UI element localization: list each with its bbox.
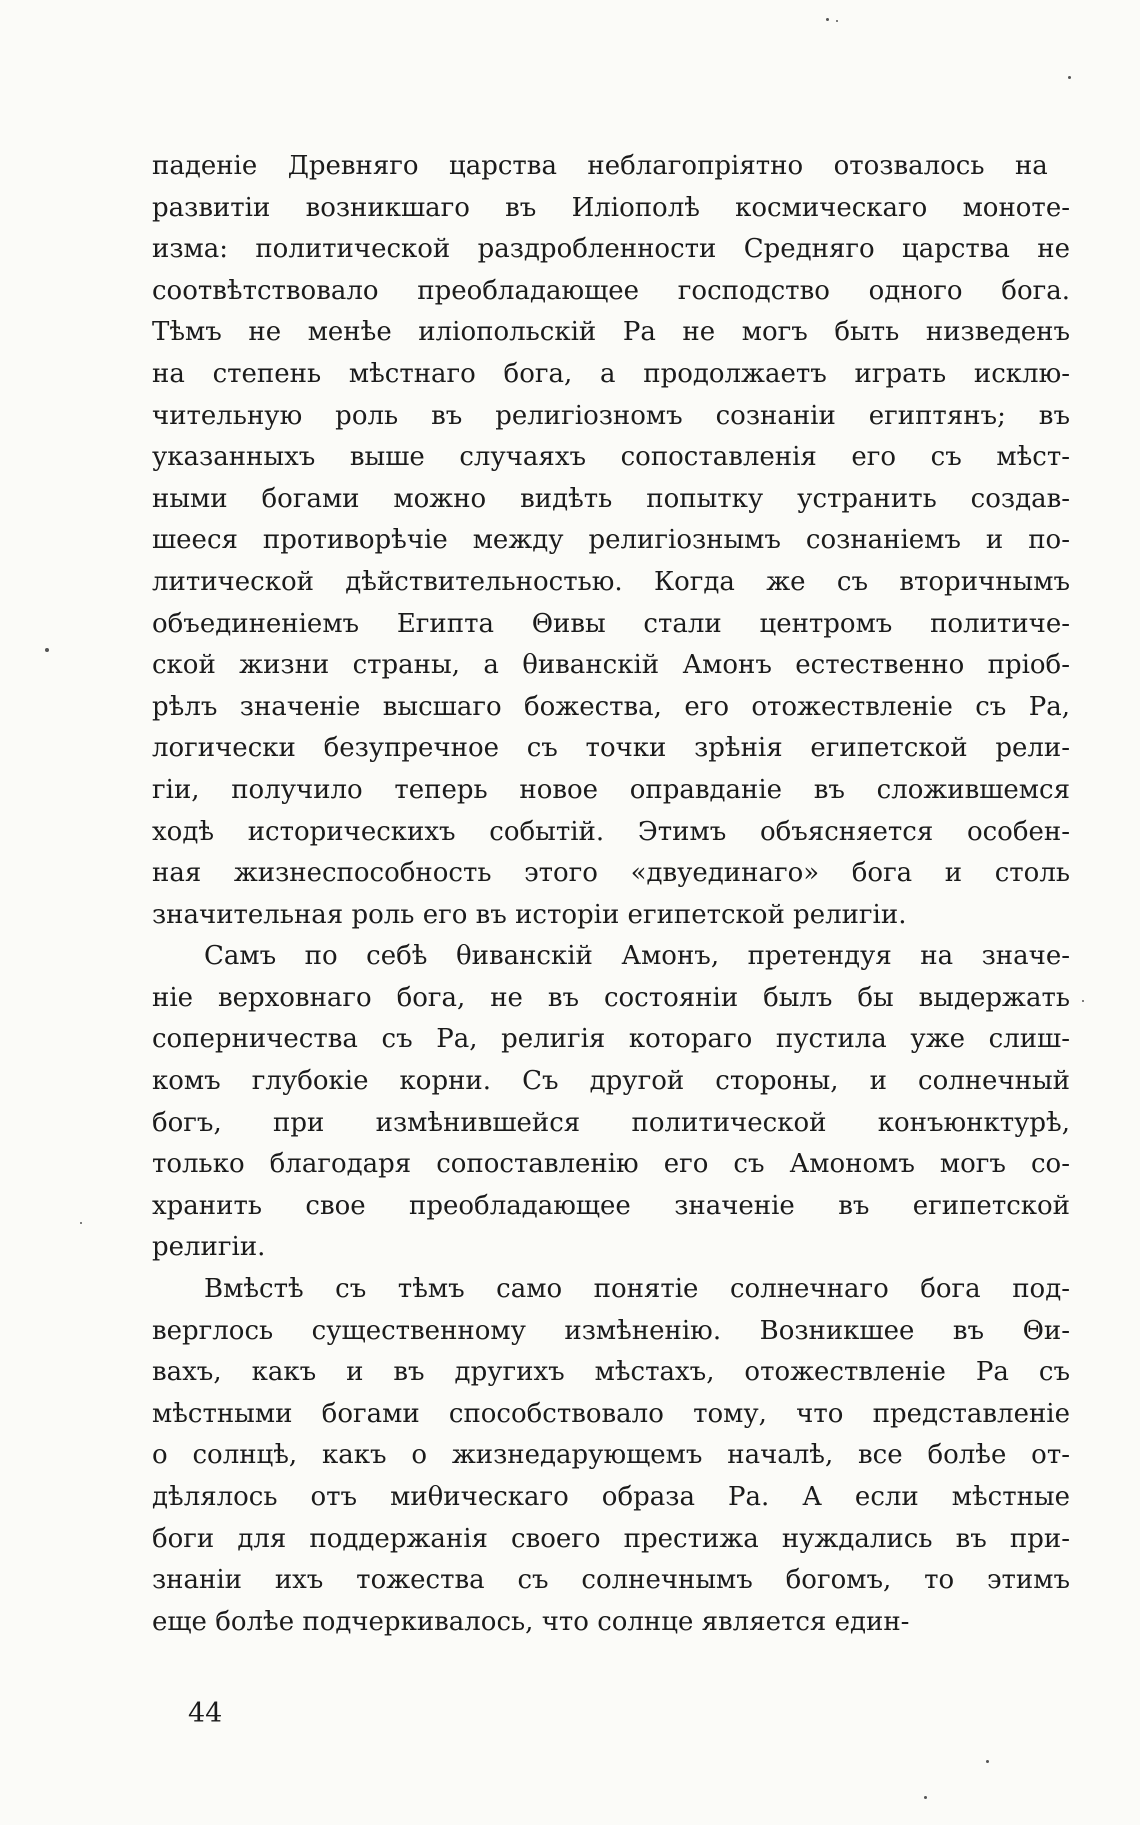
text-line: ными богами можно видѣть попытку устранить создав-	[152, 483, 1070, 514]
paragraph	[152, 1269, 1070, 1643]
text-line: религіи.	[152, 1232, 266, 1263]
text-line: ской жизни страны, а θиванскій Амонъ естественно пріоб-	[152, 650, 1070, 681]
text-line: вахъ, какъ и въ другихъ мѣстахъ, отожествленіе Ра съ	[152, 1357, 1070, 1388]
text-line: соперничества съ Ра, религія котораго пустила уже слиш-	[152, 1024, 1070, 1055]
text-line: ная жизнеспособность этого «двуединаго» бога и столь	[152, 858, 1070, 889]
text-line: хранить свое преобладающее значеніе въ египетской	[152, 1190, 1070, 1221]
body-text	[152, 146, 1070, 1643]
scan-speck	[986, 1760, 989, 1763]
text-line: Вмѣстѣ съ тѣмъ само понятіе солнечнаго бога под-	[204, 1274, 1070, 1305]
text-line: знаніи ихъ тожества съ солнечнымъ богомъ, то этимъ	[152, 1565, 1070, 1596]
text-line: изма: политической раздробленности Средняго царства не	[152, 234, 1070, 265]
text-line: шееся противорѣчіе между религіознымъ сознаніемъ и по-	[152, 525, 1070, 556]
text-line: богъ, при измѣнившейся политической конъюнктурѣ,	[152, 1107, 1070, 1138]
text-line: ходѣ историческихъ событій. Этимъ объясняется особен-	[152, 816, 1070, 847]
text-line: боги для поддержанія своего престижа нуждались въ при-	[152, 1523, 1070, 1554]
text-line: чительную роль въ религіозномъ сознаніи египтянъ; въ	[152, 400, 1070, 431]
text-line: рѣлъ значеніе высшаго божества, его отожествленіе съ Ра,	[152, 691, 1070, 722]
text-line: Тѣмъ не менѣе иліопольскій Ра не могъ быть низведенъ	[152, 317, 1070, 348]
text-line: логически безупречное съ точки зрѣнія египетской рели-	[152, 733, 1070, 764]
scan-speck	[826, 18, 829, 21]
text-line: верглось существенному измѣненію. Возникшее въ Θи-	[152, 1315, 1070, 1346]
text-line: комъ глубокіе корни. Съ другой стороны, и солнечный	[152, 1066, 1070, 1097]
text-line: указанныхъ выше случаяхъ сопоставленія его съ мѣст-	[152, 442, 1070, 473]
scan-speck	[45, 648, 49, 652]
text-line: объединеніемъ Египта Θивы стали центромъ политиче-	[152, 608, 1070, 639]
scan-speck	[836, 20, 838, 22]
text-line: паденіе Древняго царства неблагопріятно отозвалось на	[152, 151, 1048, 181]
text-line: развитіи возникшаго въ Иліополѣ космическаго моноте-	[152, 192, 1070, 223]
text-line: значительная роль его въ исторіи египетской религіи.	[152, 899, 907, 930]
text-line: только благодаря сопоставленію его съ Амономъ могъ со-	[152, 1149, 1070, 1180]
text-line: литической дѣйствительностью. Когда же съ вторичнымъ	[152, 566, 1070, 597]
text-line: о солнцѣ, какъ о жизнедарующемъ началѣ, все болѣе от-	[152, 1440, 1070, 1471]
text-line: Самъ по себѣ θиванскій Амонъ, претендуя на значе-	[204, 941, 1070, 972]
paragraph	[152, 936, 1070, 1269]
scan-speck	[80, 1222, 82, 1224]
text-line: дѣлялось отъ миθическаго образа Ра. А если мѣстные	[152, 1482, 1070, 1512]
page-number: 44	[188, 1698, 223, 1729]
text-line: на степень мѣстнаго бога, а продолжаетъ играть исклю-	[152, 358, 1070, 389]
text-line: соотвѣтствовало преобладающее господство одного бога.	[152, 275, 1070, 306]
text-line: гіи, получило теперь новое оправданіе въ сложившемся	[152, 774, 1070, 805]
text-line: еще болѣе подчеркивалось, что солнце является един-	[152, 1606, 910, 1637]
scan-speck	[924, 1796, 927, 1799]
paragraph	[152, 146, 1070, 936]
scan-speck	[1082, 1000, 1084, 1002]
text-line: мѣстными богами способствовало тому, что представленіе	[152, 1398, 1070, 1429]
text-line: ніе верховнаго бога, не въ состояніи былъ бы выдержать	[152, 982, 1070, 1013]
scan-speck	[1068, 76, 1071, 79]
